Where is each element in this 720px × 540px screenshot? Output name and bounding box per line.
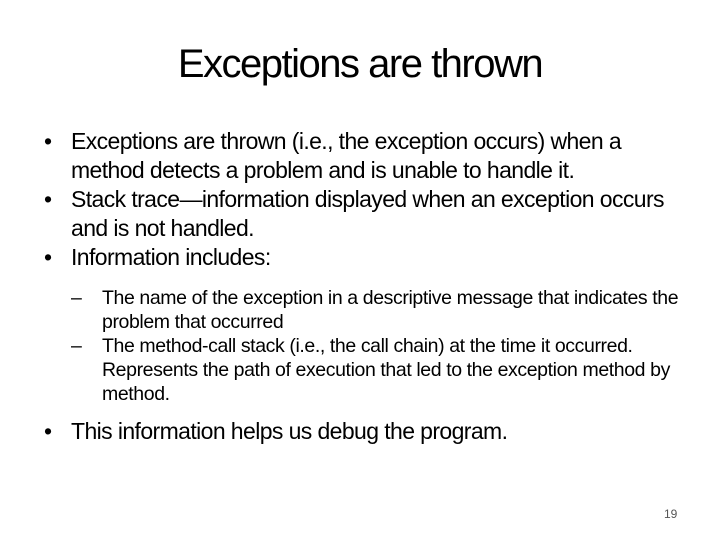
bullet-item xyxy=(44,417,684,446)
page-number: 19 xyxy=(664,507,678,521)
bullet-dot: • xyxy=(44,186,52,212)
bullet-item xyxy=(44,127,684,185)
slide-title: Exceptions are thrown xyxy=(177,42,543,86)
bullet-dot: • xyxy=(44,128,52,154)
bullet-text: Exceptions are thrown (i.e., the exception occurs) when a method detects a problem and is unable to handle it. xyxy=(71,128,622,183)
bullet-text: Information includes: xyxy=(71,244,271,270)
bullet-dot: • xyxy=(44,418,52,444)
bullet-dot: • xyxy=(44,244,52,270)
slide-content xyxy=(44,127,684,446)
sub-bullet-text: The name of the exception in a descriptive message that indicates the problem that occurred xyxy=(102,287,679,333)
sub-bullet-dash: – xyxy=(71,335,82,357)
bullet-text: Stack trace—information displayed when an exception occurs and is not handled. xyxy=(71,186,664,241)
bullet-item xyxy=(44,185,684,243)
sub-bullet-dash: – xyxy=(71,287,82,309)
sub-bullet-list xyxy=(71,286,684,406)
sub-bullet-item xyxy=(71,334,684,406)
bullet-text: This information helps us debug the program. xyxy=(71,418,508,444)
sub-bullet-text: The method-call stack (i.e., the call chain) at the time it occurred. Represents the path of execution that led to the exception method by method. xyxy=(102,335,670,405)
bullet-item xyxy=(44,243,684,272)
sub-bullet-item xyxy=(71,286,684,334)
